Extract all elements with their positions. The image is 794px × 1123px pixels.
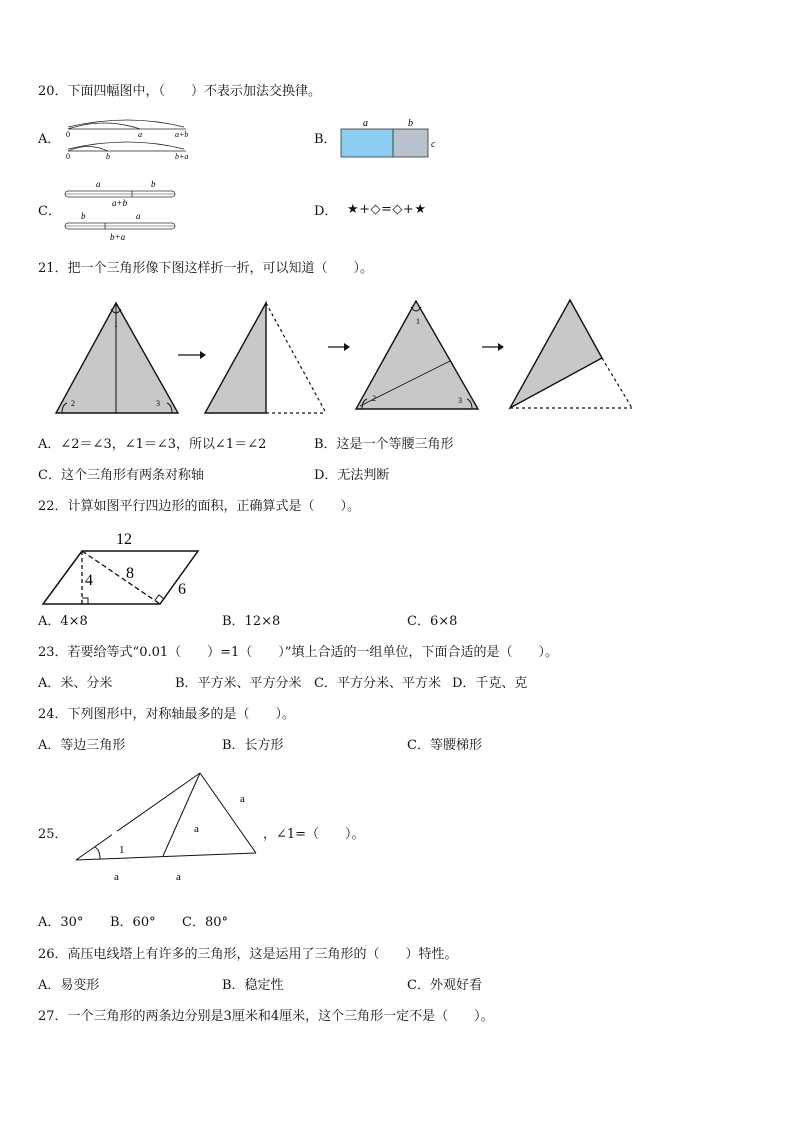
q22-option-b: B．12×8 (222, 614, 281, 629)
q20-option-b-figure (338, 116, 442, 162)
q26-option-a: A．易变形 (38, 978, 100, 993)
q20-b-c: c (431, 139, 436, 150)
q20-c-b1: b (151, 179, 156, 189)
q24-stem: 24．下列图形中，对称轴最多的是（ ）。 (38, 707, 296, 722)
q25-option-b: B．60° (110, 915, 156, 930)
q21-option-a: A．∠2＝∠3，∠1＝∠3，所以∠1＝∠2 (38, 437, 267, 452)
q22-label-height: 4 (85, 572, 93, 589)
q20-c-a2: a (136, 211, 141, 221)
q20-option-d-label: D． (314, 204, 338, 219)
q22-stem: 22．计算如图平行四边形的面积，正确算式是（ ）。 (38, 499, 361, 514)
q21-t1-label2: 2 (71, 399, 75, 408)
q25-label-a-right: a (240, 793, 245, 805)
q20-a-zero1: 0 (66, 130, 70, 139)
q21-t1-label1: 1 (114, 320, 118, 329)
q25-option-c: C．80° (182, 915, 228, 930)
q25-option-a: A．30° (38, 915, 84, 930)
q22-label-side: 6 (178, 581, 186, 598)
q20-c-ba: b+a (110, 232, 126, 242)
q25-label-1: 1 (119, 844, 125, 856)
q20-option-a-figure (62, 118, 202, 164)
q21-t3-label2: 2 (372, 394, 376, 403)
q24-option-b: B．长方形 (222, 738, 284, 753)
q21-option-b: B．这是一个等腰三角形 (314, 437, 454, 452)
q23-option-d: D．千克、克 (452, 676, 528, 691)
q25-tail: ，∠1=（ ）。 (263, 827, 365, 842)
q25-label-a-bottom-right: a (176, 871, 181, 883)
q20-c-b2: b (81, 211, 86, 221)
q20-b-b: b (408, 118, 413, 129)
q25-label-a-bottom-left: a (114, 871, 119, 883)
q22-label-top: 12 (116, 531, 132, 548)
q20-a-b2: b (106, 152, 110, 161)
q20-option-d-expression: ★+◇=◇+★ (347, 202, 427, 217)
q25-number: 25． (38, 827, 68, 842)
q26-option-c: C．外观好看 (407, 978, 482, 993)
q21-stem: 21．把一个三角形像下图这样折一折，可以知道（ ）。 (38, 261, 374, 276)
q23-option-b: B．平方米、平方分米 (175, 676, 302, 691)
q21-t3-label3: 3 (458, 396, 462, 405)
q21-t3-label1: 1 (416, 317, 420, 326)
q23-option-a: A．米、分米 (38, 676, 113, 691)
q21-t1-label3: 3 (156, 399, 160, 408)
q21-option-d: D．无法判断 (314, 468, 390, 483)
q24-option-c: C．等腰梯形 (407, 738, 482, 753)
q20-option-b-label: B． (314, 132, 337, 147)
q22-option-c: C．6×8 (407, 614, 458, 629)
q23-option-c: C．平方分米、平方米 (314, 676, 441, 691)
q20-a-ab1: a+b (175, 130, 189, 139)
q23-stem: 23．若要给等式“0.01（ ）=1（ ）”填上合适的一组单位，下面合适的是（ ）。 (38, 645, 558, 660)
q20-stem: 20．下面四幅图中，（ ）不表示加法交换律。 (38, 84, 322, 99)
q20-a-zero2: 0 (66, 152, 70, 161)
q22-label-diag: 8 (126, 565, 134, 582)
q22-option-a: A．4×8 (38, 614, 88, 629)
q20-c-a1: a (96, 179, 101, 189)
q20-option-c-label: C． (38, 204, 61, 219)
q25-triangle-figure (70, 768, 265, 888)
q20-option-c-figure (62, 176, 182, 246)
q27-stem: 27．一个三角形的两条边分别是3厘米和4厘米，这个三角形一定不是（ ）。 (38, 1009, 494, 1024)
q20-b-a: a (363, 118, 368, 129)
q20-c-ab: a+b (112, 198, 128, 208)
q21-option-c: C．这个三角形有两条对称轴 (38, 468, 204, 483)
q26-stem: 26．高压电线塔上有许多的三角形，这是运用了三角形的（ ）特性。 (38, 947, 458, 962)
q24-option-a: A．等边三角形 (38, 738, 126, 753)
q20-a-ba2: b+a (175, 152, 189, 161)
q26-option-b: B．稳定性 (222, 978, 284, 993)
q21-folding-figure (40, 295, 640, 420)
q20-option-a-label: A． (38, 132, 61, 147)
q25-label-a-mid: a (194, 823, 199, 835)
q22-parallelogram-figure (38, 525, 208, 610)
q20-a-a1: a (138, 130, 142, 139)
